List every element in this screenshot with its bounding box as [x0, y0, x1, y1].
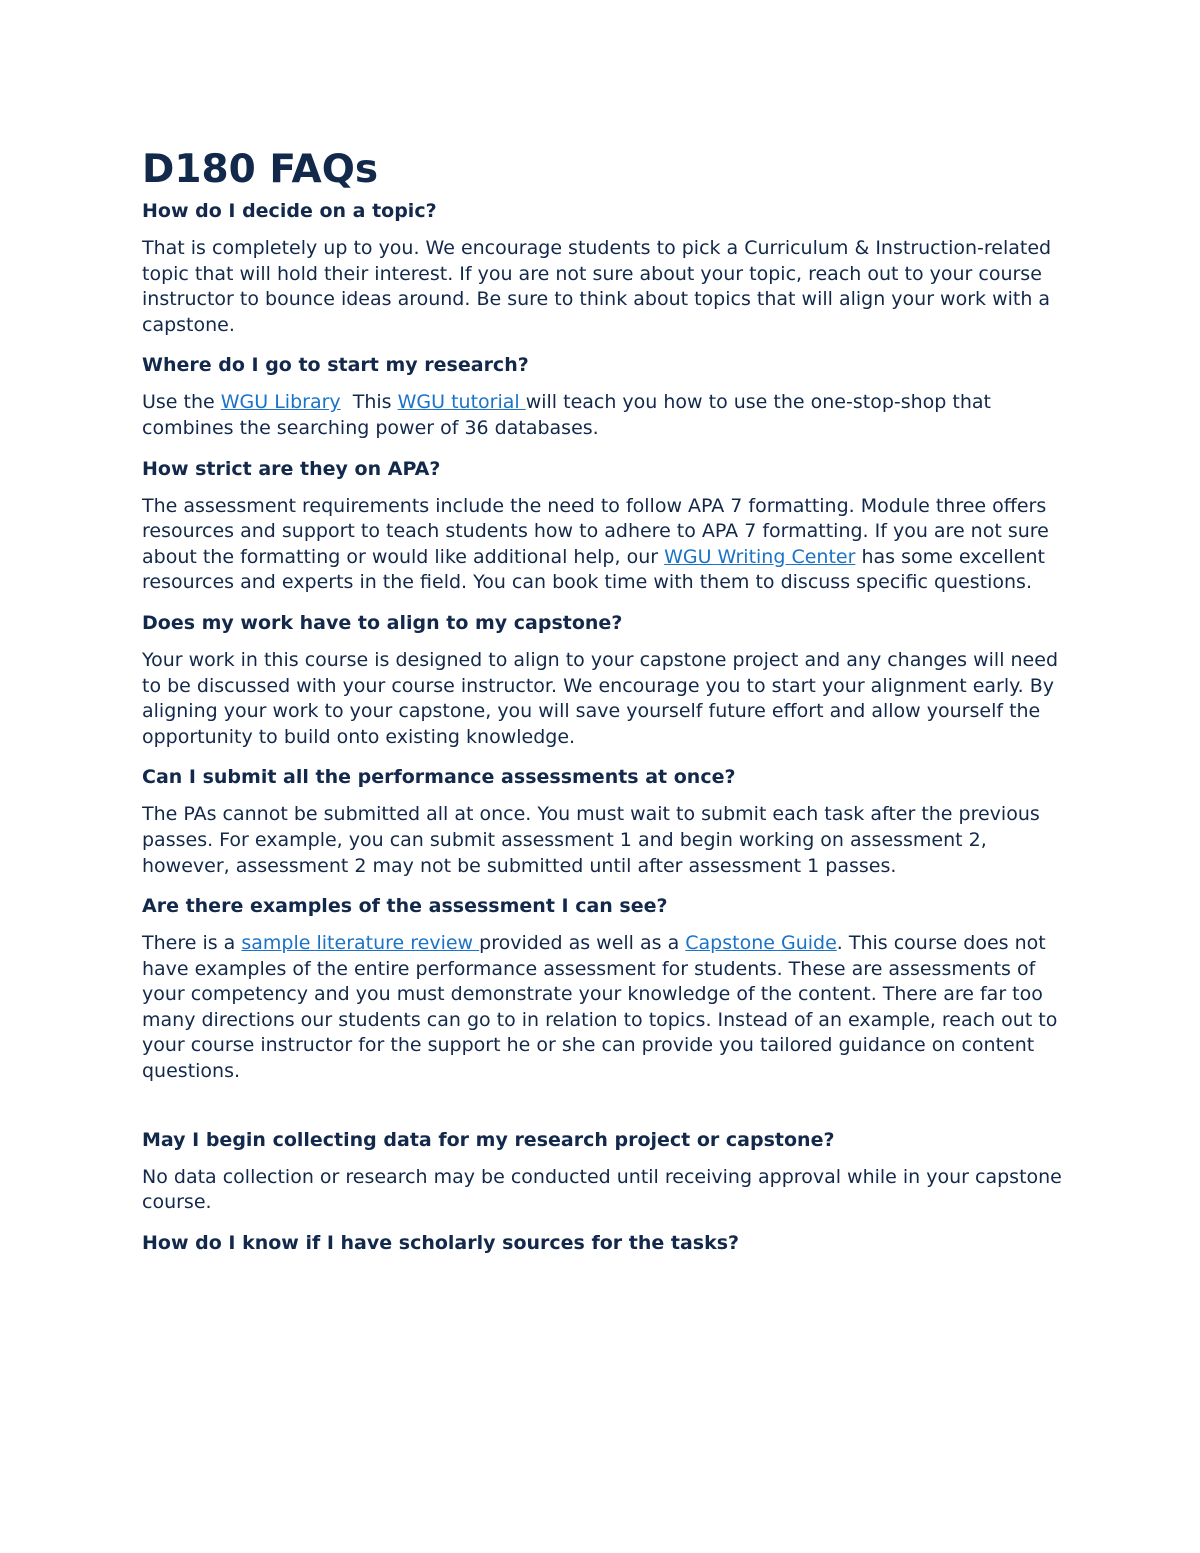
answer-text: provided as well as a [479, 932, 686, 955]
answer-text: . This course does not have examples of the entire performance assessment for students. These are assessments of your competency and you must demonstrate your knowledge of the content. There are far too many directions our students can go to in relation to topics. Instead of an example, reach out to your course instructor for the support he or she can provide you tailored guidance on content questions. [142, 932, 1058, 1083]
blank-line [142, 1099, 1062, 1127]
faq-answer-submit: The PAs cannot be submitted all at once. You must wait to submit each task after the previous passes. For example, you can submit assessment 1 and begin working on assessment 2, however, assessment 2 may not be submitted until after assessment 1 passes. [142, 803, 1040, 877]
faq-answer-data-collection: No data collection or research may be conducted until receiving approval while in your capstone course. [142, 1165, 1062, 1214]
answer-text: Use the [142, 391, 221, 414]
faq-question-topic: How do I decide on a topic? [142, 200, 437, 222]
page-title: D180 FAQs [142, 147, 379, 192]
sample-literature-review-link[interactable]: sample literature review [241, 932, 480, 955]
capstone-guide-link[interactable]: Capstone Guide [685, 932, 837, 955]
wgu-tutorial-link[interactable]: WGU tutorial [397, 391, 526, 414]
faq-question-research: Where do I go to start my research? [142, 354, 529, 377]
wgu-library-link[interactable]: WGU Library [220, 391, 341, 414]
faq-question-data-collection: May I begin collecting data for my research project or capstone? [142, 1128, 835, 1151]
faq-answer-research [142, 390, 1062, 441]
answer-text: This [340, 391, 398, 414]
faq-answer-examples [142, 931, 1062, 1085]
faq-question-examples: Are there examples of the assessment I can see? [142, 895, 668, 918]
answer-text: There is a [142, 932, 242, 955]
faq-question-align: Does my work have to align to my capstone? [142, 611, 623, 634]
faq-answer-topic: That is completely up to you. We encourage students to pick a Curriculum & Instruction-related topic that will hold their interest. If you are not sure about your topic, reach out to your course instructor to bounce ideas around. Be sure to think about topics that will align your work with a capstone. [142, 237, 1052, 336]
faq-question-submit: Can I submit all the performance assessments at once? [142, 766, 736, 789]
wgu-writing-center-link[interactable]: WGU Writing Center [664, 545, 856, 568]
answer-text: The assessment requirements include the need to follow APA 7 formatting. Module three offers resources and support to teach students how to adhere to APA 7 formatting. If you are not sure about the formatting or would like additional help, our [142, 494, 1049, 568]
faq-answer-apa [142, 494, 1062, 596]
faq-answer-align: Your work in this course is designed to align to your capstone project and any changes will need to be discussed with your course instructor. We encourage you to start your alignment early. By aligning your work to your capstone, you will save yourself future effort and allow yourself the opportunity to build onto existing knowledge. [142, 648, 1058, 748]
document-page [142, 148, 1062, 1268]
faq-question-apa: How strict are they on APA? [142, 457, 441, 480]
answer-text: has some excellent resources and experts in the field. You can book time with them to discuss specific questions. [142, 545, 1045, 594]
answer-text: will teach you how to use the one-stop-shop that combines the searching power of 36 databases. [142, 391, 991, 439]
faq-question-scholarly-sources: How do I know if I have scholarly sources for the tasks? [142, 1231, 740, 1254]
